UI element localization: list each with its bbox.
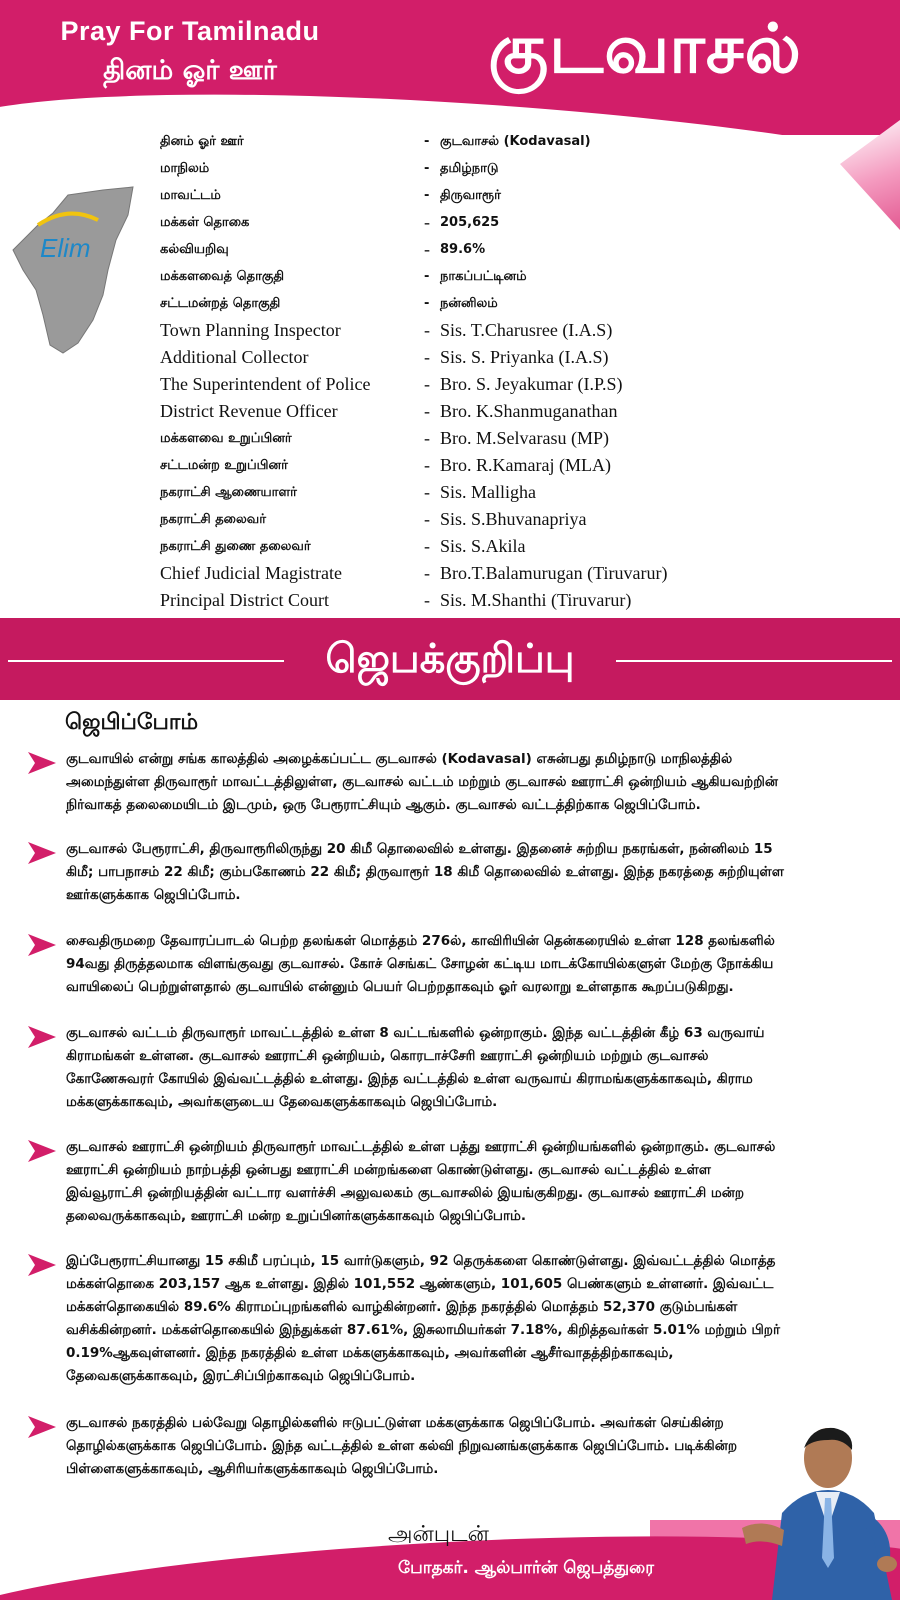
- info-value: 89.6%: [440, 242, 486, 257]
- paragraph-line: தொழில்களுக்காக ஜெபிப்போம். இந்த வட்டத்தில் உள்ள கல்வி நிறுவனங்களுக்காக ஜெபிப்போம். படிக்கின்ற: [66, 1438, 738, 1454]
- paragraph-line: அமைந்துள்ள திருவாரூர் மாவட்டத்திலுள்ள, குடவாசல் வட்டம் மற்றும் குடவாசல் ஊராட்சி ஒன்றியம் ஆகியவற்றின்: [66, 774, 778, 790]
- paragraph-line: சைவதிருமறை தேவாரப்பாடல் பெற்ற தலங்கள் மொத்தம் 276ல், காவிரியின் தென்கரையில் உள்ள 128 தலங்களில்: [66, 933, 775, 949]
- info-row: [160, 398, 860, 425]
- paragraph-line: வசிக்கின்றனர். மக்கள்தொகையில் இந்துக்கள் 87.61%, இசுலாமியர்கள் 7.18%, கிறித்தவர்கள் 5.01% மற்றும் பிறர்: [66, 1322, 781, 1338]
- pastor-name: போதகர். ஆல்பார்ன் ஜெபத்துரை: [398, 1558, 654, 1578]
- paragraph-line: ஊராட்சி ஒன்றியம் நாற்பத்தி ஒன்பது ஊராட்சி மன்றங்களை கொண்டுள்ளது. குடவாசல் வட்டத்தில் உள்ள: [66, 1162, 711, 1178]
- info-row: [160, 452, 860, 479]
- info-dash: -: [424, 188, 430, 203]
- prayer-subheading: ஜெபிப்போம்: [65, 710, 199, 735]
- info-dash: -: [424, 374, 430, 394]
- info-label: நகராட்சி தலைவர்: [160, 512, 267, 527]
- info-dash: -: [424, 536, 430, 556]
- info-value: Sis. S.Bhuvanapriya: [440, 509, 587, 529]
- bullet-arrow-icon: [26, 1138, 58, 1164]
- paragraph-line: குடவாசல் பேரூராட்சி, திருவாரூரிலிருந்து 20 கிமீ தொலைவில் உள்ளது. இதனைச் சுற்றிய நகரங்கள், நன்னிலம் 15: [66, 841, 773, 857]
- paragraph-line: குடவாசல் நகரத்தில் பல்வேறு தொழில்களில் ஈடுபட்டுள்ள மக்களுக்காக ஜெபிப்போம். அவர்கள் செய்கின்ற: [66, 1415, 724, 1431]
- info-row: [160, 290, 860, 317]
- info-row: [160, 506, 860, 533]
- paragraph-line: ஊர்களுக்காக ஜெபிப்போம்.: [66, 887, 241, 903]
- info-dash: -: [424, 161, 430, 176]
- info-row: [160, 155, 860, 182]
- pastor-photo: [742, 1418, 900, 1600]
- info-label: Additional Collector: [160, 347, 309, 367]
- info-value: நன்னிலம்: [440, 296, 498, 311]
- info-value: Bro. S. Jeyakumar (I.P.S): [440, 374, 623, 394]
- prayer-paragraph: [66, 748, 866, 817]
- info-row: [160, 209, 860, 236]
- info-dash: -: [424, 134, 430, 149]
- town-title: குடவாசல்: [488, 10, 802, 89]
- info-label: மாவட்டம்: [160, 188, 221, 203]
- daily-line: தினம் ஓர் ஊர்: [103, 55, 277, 86]
- prayer-paragraph: [66, 1250, 866, 1388]
- info-value: Sis. M.Shanthi (Tiruvarur): [440, 590, 632, 610]
- info-value: Sis. Malligha: [440, 482, 537, 502]
- info-dash: -: [424, 212, 430, 232]
- paragraph-line: 94வது திருத்தலமாக விளங்குவது குடவாசல். கோச் செங்கட் சோழன் கட்டிய மாடக்கோயில்களுள் மேற்கு நோக்கிய: [66, 956, 774, 972]
- prayer-paragraph: [66, 838, 866, 907]
- signoff-text: அன்புடன்: [388, 1522, 489, 1547]
- info-label: District Revenue Officer: [160, 401, 338, 421]
- bullet-arrow-icon: [26, 1024, 58, 1050]
- info-label: சட்டமன்றத் தொகுதி: [160, 296, 281, 311]
- info-value: தமிழ்நாடு: [440, 161, 499, 176]
- info-dash: -: [424, 401, 430, 421]
- info-value: நாகப்பட்டினம்: [440, 269, 527, 284]
- paragraph-line: வாயிலைப் பெற்றுள்ளதால் குடவாயில் என்னும் பெயர் பெற்றதாகவும் ஓர் வரலாறு உள்ளதாக கூறப்படுகிறது.: [66, 979, 734, 995]
- info-dash: -: [424, 239, 430, 259]
- info-label: நகராட்சி துணை தலைவர்: [160, 539, 311, 554]
- info-label: Town Planning Inspector: [160, 320, 341, 340]
- info-value: Sis. S. Priyanka (I.A.S): [440, 347, 609, 367]
- info-value: Bro.T.Balamurugan (Tiruvarur): [440, 563, 668, 583]
- info-dash: -: [424, 320, 430, 340]
- bullet-arrow-icon: [26, 932, 58, 958]
- info-dash: -: [424, 296, 430, 311]
- info-label: சட்டமன்ற உறுப்பினர்: [160, 458, 288, 473]
- paragraph-line: மக்கள்தொகையில் 89.6% கிராமப்புறங்களில் வாழ்கின்றனர். இந்த நகரத்தில் மொத்தம் 52,370 குடும்பங்கள்: [66, 1299, 738, 1315]
- info-row: [160, 263, 860, 290]
- info-row: [160, 587, 860, 614]
- paragraph-line: குடவாசல் ஊராட்சி ஒன்றியம் திருவாரூர் மாவட்டத்தில் உள்ள பத்து ஊராட்சி ஒன்றியங்களில் ஒன்றாகும். குடவாசல்: [66, 1139, 776, 1155]
- bullet-arrow-icon: [26, 1252, 58, 1278]
- info-dash: -: [424, 455, 430, 475]
- info-dash: -: [424, 269, 430, 284]
- paragraph-line: நிர்வாகத் தலைமையிடம் இடமும், ஒரு பேரூராட்சியும் ஆகும். குடவாசல் வட்டத்திற்காக ஜெபிப்போம்.: [66, 797, 701, 813]
- info-row: [160, 371, 860, 398]
- section-title: ஜெபக்குறிப்பு: [325, 636, 575, 682]
- bullet-arrow-icon: [26, 840, 58, 866]
- info-value: Bro. M.Selvarasu (MP): [440, 428, 609, 448]
- info-dash: -: [424, 347, 430, 367]
- info-row: [160, 560, 860, 587]
- paragraph-line: குடவாயில் என்று சங்க காலத்தில் அழைக்கப்பட்ட குடவாசல் (Kodavasal) எசுன்பது தமிழ்நாடு மாநிலத்தில்: [66, 751, 733, 767]
- info-value: குடவாசல் (Kodavasal): [440, 134, 591, 149]
- info-label: கல்வியறிவு: [160, 242, 229, 257]
- paragraph-line: மக்களுக்காகவும், அவர்களுடைய தேவைகளுக்காகவும் ஜெபிப்போம்.: [66, 1094, 498, 1110]
- info-value: Sis. T.Charusree (I.A.S): [440, 320, 613, 340]
- info-dash: -: [424, 482, 430, 502]
- paragraph-line: கோணேசுவரர் கோயில் இவ்வட்டத்தில் உள்ளது. இந்த வட்டத்தில் உள்ள வருவாய் கிராமங்களுக்காகவும், கிராம: [66, 1071, 753, 1087]
- info-table: [160, 128, 860, 614]
- info-row: [160, 344, 860, 371]
- paragraph-line: தலைவருக்காகவும், ஊராட்சி மன்ற உறுப்பினர்களுக்காகவும் ஜெபிப்போம்.: [66, 1208, 526, 1224]
- elim-logo-text: Elim: [40, 233, 91, 263]
- info-label: மக்களவை உறுப்பினர்: [160, 431, 292, 446]
- paragraph-line: கிமீ; பாபநாசம் 22 கிமீ; கும்பகோணம் 22 கிமீ; திருவாரூர் 18 கிமீ தொலைவில் உள்ளது. இந்த நகரத்தை சுற்றியுள்ள: [66, 864, 784, 880]
- info-label: நகராட்சி ஆணையாளர்: [160, 485, 297, 500]
- info-label: மக்கள் தொகை: [160, 215, 250, 230]
- paragraph-line: மக்கள்தொகை 203,157 ஆக உள்ளது. இதில் 101,552 ஆண்களும், 101,605 பெண்களும் உள்ளனர். இவ்வட்ட: [66, 1276, 774, 1292]
- prayer-paragraph: [66, 1022, 866, 1114]
- paragraph-line: இவ்வூராட்சி ஒன்றியத்தின் வட்டார வளர்ச்சி அலுவலகம் குடவாசலில் இயங்குகிறது. குடவாசல் ஊராட்சி மன்ற: [66, 1185, 745, 1201]
- tamilnadu-map-icon: [8, 185, 138, 355]
- bullet-arrow-icon: [26, 750, 58, 776]
- info-label: மாநிலம்: [160, 161, 210, 176]
- info-row: [160, 533, 860, 560]
- paragraph-line: இப்பேரூராட்சியானது 15 சகிமீ பரப்பும், 15 வார்டுகளும், 92 தெருக்களை கொண்டுள்ளது. இவ்வட்டத்தில் மொத்த: [66, 1253, 776, 1269]
- info-value: Bro. K.Shanmuganathan: [440, 401, 618, 421]
- info-value: Sis. S.Akila: [440, 536, 526, 556]
- info-dash: -: [424, 428, 430, 448]
- paragraph-line: 0.19%ஆகவுள்ளனர். இந்த நகரத்தில் உள்ள மக்களுக்காகவும், அவர்களின் ஆசீர்வாதத்திற்காகவும்,: [66, 1345, 674, 1361]
- info-dash: -: [424, 509, 430, 529]
- info-label: Chief Judicial Magistrate: [160, 563, 342, 583]
- paragraph-line: குடவாசல் வட்டம் திருவாரூர் மாவட்டத்தில் உள்ள 8 வட்டங்களில் ஒன்றாகும். இந்த வட்டத்தின் கீழ் 63 வருவாய்: [66, 1025, 765, 1041]
- paragraph-line: தேவைகளுக்காகவும், இரட்சிப்பிற்காகவும் ஜெபிப்போம்.: [66, 1368, 416, 1384]
- info-label: தினம் ஓர் ஊர்: [160, 134, 244, 149]
- bullet-arrow-icon: [26, 1414, 58, 1440]
- info-row: [160, 128, 860, 155]
- info-dash: -: [424, 590, 430, 610]
- info-row: [160, 425, 860, 452]
- info-label: Principal District Court: [160, 590, 329, 610]
- info-row: [160, 479, 860, 506]
- info-row: [160, 182, 860, 209]
- info-value: Bro. R.Kamaraj (MLA): [440, 455, 611, 475]
- prayer-paragraph: [66, 930, 866, 999]
- paragraph-line: பிள்ளைகளுக்காகவும், ஆசிரியர்களுக்காகவும் ஜெபிப்போம்.: [66, 1461, 439, 1477]
- info-dash: -: [424, 563, 430, 583]
- pray-line: Pray For Tamilnadu: [60, 16, 320, 46]
- info-value: 205,625: [440, 215, 500, 230]
- info-row: [160, 317, 860, 344]
- info-label: The Superintendent of Police: [160, 374, 371, 394]
- info-value: திருவாரூர்: [440, 188, 501, 203]
- info-label: மக்களவைத் தொகுதி: [160, 269, 285, 284]
- prayer-paragraph: [66, 1136, 866, 1228]
- info-row: [160, 236, 860, 263]
- paragraph-line: கிராமங்கள் உள்ளன. குடவாசல் ஊராட்சி ஒன்றியம், கொரடாச்சேரி ஊராட்சி ஒன்றியம் மற்றும் குடவாசல்: [66, 1048, 709, 1064]
